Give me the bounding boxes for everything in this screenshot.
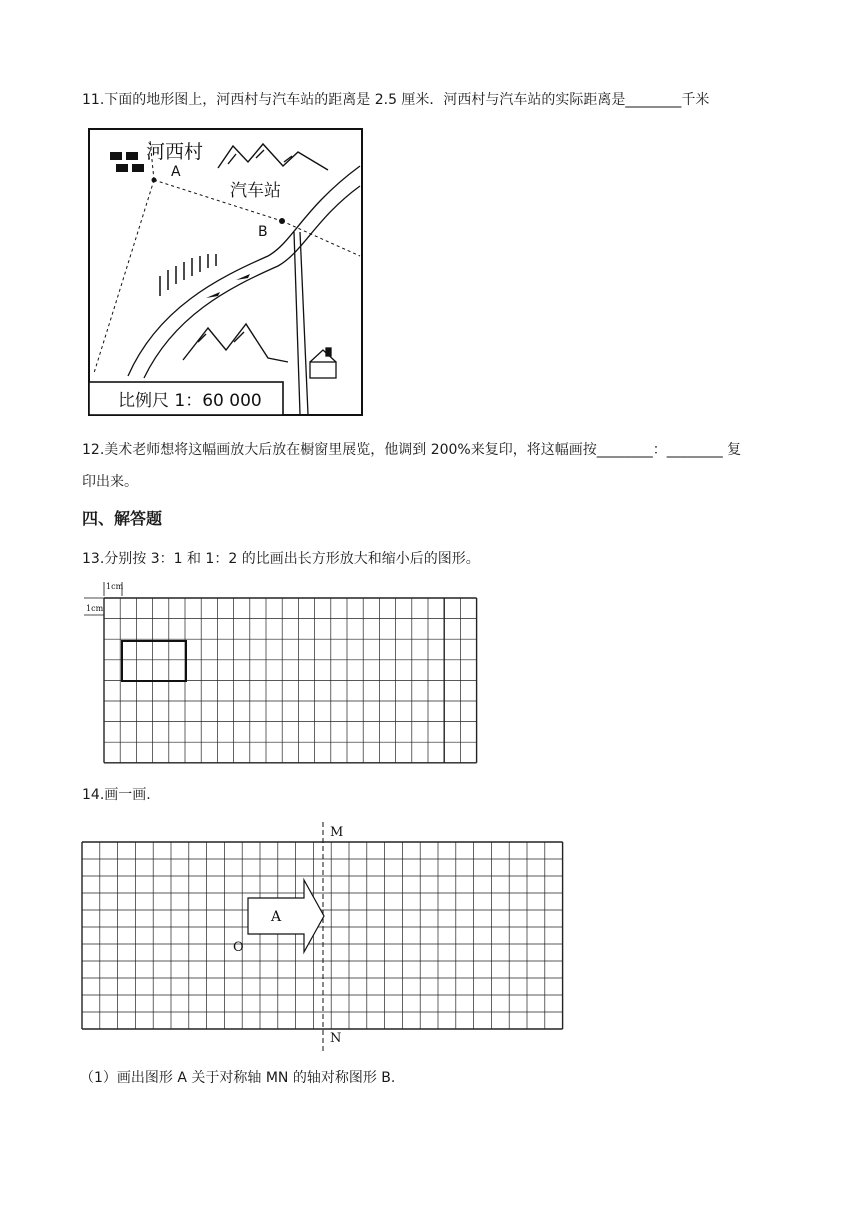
road-line-2 xyxy=(300,232,308,414)
road-line-1 xyxy=(294,232,300,414)
grid-14-lines xyxy=(82,842,563,1029)
question-13-text: 13.分别按 3：1 和 1：2 的比画出长方形放大和缩小后的图形。 xyxy=(82,551,480,567)
station-label: 汽车站 xyxy=(230,181,281,201)
arrow-shape-a xyxy=(248,880,324,952)
mountain-icon-top xyxy=(218,144,328,170)
village-houses-icon xyxy=(110,152,144,172)
shape-a-label: A xyxy=(271,909,282,925)
village-label: 河西村 xyxy=(146,141,204,163)
point-a-dot xyxy=(152,178,157,183)
mountain-icon-bottom xyxy=(183,324,288,362)
grid-14 xyxy=(78,820,570,1058)
point-b-label: B xyxy=(258,224,268,240)
label-m: M xyxy=(330,825,344,840)
question-12-line2: 印出来。 xyxy=(82,474,138,490)
unit-label-side: 1cm xyxy=(86,604,104,613)
trees-icon xyxy=(160,254,216,296)
house-icon xyxy=(310,348,336,378)
unit-label-top: 1cm xyxy=(106,582,124,591)
question-11-text: 11.下面的地形图上，河西村与汽车站的距离是 2.5 厘米．河西村与汽车站的实际距离是________千米 xyxy=(82,92,710,108)
dashed-line-left xyxy=(94,180,154,373)
scale-label: 比例尺 1：60 000 xyxy=(118,391,262,411)
point-a-label: A xyxy=(171,164,181,180)
section-title: 四、解答题 xyxy=(82,509,163,528)
question-14-sub1: （1）画出图形 A 关于对称轴 MN 的轴对称图形 B. xyxy=(80,1070,396,1086)
point-b-dot xyxy=(279,218,285,224)
question-12-line1: 12.美术老师想将这幅画放大后放在橱窗里展览，他调到 200%来复印，将这幅画按________：________ 复 xyxy=(82,442,742,458)
point-o-label: O xyxy=(233,940,244,955)
label-n: N xyxy=(330,1031,342,1046)
question-14-text: 14.画一画. xyxy=(82,787,151,803)
terrain-map xyxy=(88,128,364,418)
grid-13 xyxy=(80,578,484,768)
boat-icon xyxy=(206,274,250,298)
rectangle-shape xyxy=(122,641,186,681)
